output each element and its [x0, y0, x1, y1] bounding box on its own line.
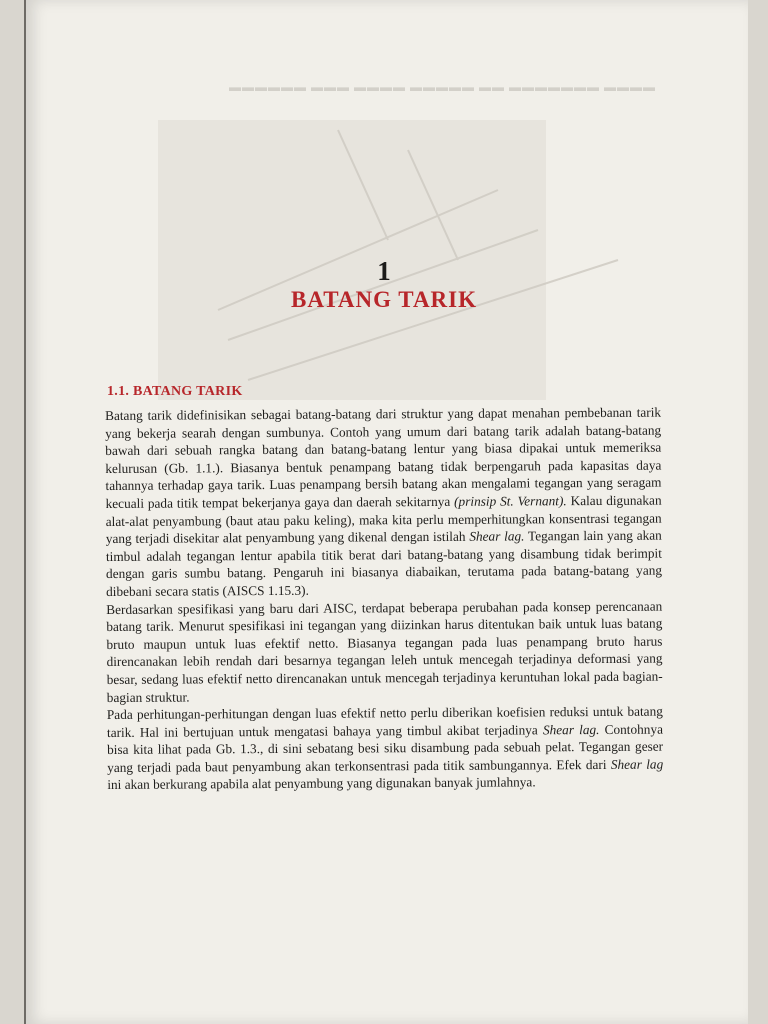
italic-run: Shear lag: [610, 756, 664, 772]
text-run: Berdasarkan spesifikasi yang baru dari AISC, terdapat beberapa perubahan pada konsep perencanaan batang tarik. Menurut spesifikasi ini tegangan yang diizinkan harus ditentukan baik untuk luas batang bruto maupun untuk luas efektif netto. Biasanya tegangan pada luas penampang bruto harus direncanakan lebih rendah dari besarnya tegangan leleh untuk mencegah terjadinya deformasi yang besar, sedang luas efektif netto direncanakan untuk mencegah terjadinya keruntuhan lokal pada bagian-bagian struktur.: [106, 598, 663, 705]
text-run: Contohnya bisa kita lihat pada Gb. 1.3., di sini sebatang besi siku disambung pada sebuah pelat. Tegangan geser yang terjadi pada baut penyambung akan terkonsentrasi pada titik sambungannya. Efek dari: [107, 721, 664, 775]
text-run: Batang tarik didefinisikan sebagai batang-batang dari struktur yang dapat menahan pembebanan tarik yang bekerja searah dengan sumbunya. Contoh yang umum dari batang tarik adalah batang-batang bawah dari sebuah rangka batang dan batang-batang lentur yang biasa dipakai untuk memeriksa kelurusan (Gb. 1.1.). Biasanya bentuk penampang batang tidak berpengaruh pada kapasitas daya tahannya terhadap gaya tarik. Luas penampang bersih batang akan mengalami tegangan yang seragam kecuali pada titik tempat bekerjanya gaya dan daerah sekitarnya: [105, 404, 662, 511]
text-run: Kalau digunakan alat-alat penyambung (baut atau paku keling), maka kita perlu memperhitungkan konsentrasi tegangan yang terjadi disekitar alat penyambung yang dikenal dengan istilah: [105, 492, 662, 547]
show-through-header: ▬▬▬▬ ▬▬▬▬▬▬▬ ▬▬ ▬▬▬▬▬ ▬▬▬▬ ▬▬▬ ▬▬▬▬▬▬: [228, 80, 655, 94]
paragraph: [106, 597, 663, 706]
text-run: ini akan berkurang apabila alat penyambung yang digunakan banyak jumlahnya.: [107, 774, 536, 793]
text-run: Tegangan lain yang akan timbul adalah tegangan lentur apabila titik berat dari batang-batang yang disambung tidak berimpit dengan garis sumbu batang. Pengaruh ini biasanya diabaikan, terutama pada batang-batang yang dibebani secara statis (AISCS 1.15.3).: [105, 527, 663, 599]
italic-run: Shear lag.: [542, 721, 600, 738]
paragraph: [107, 703, 664, 794]
chapter-title: BATANG TARIK: [290, 287, 478, 312]
paragraph: [105, 404, 662, 601]
chapter-number: 1: [377, 256, 391, 286]
body-text: [105, 404, 663, 794]
italic-run: Shear lag.: [469, 528, 525, 544]
text-run: Pada perhitungan-perhitungan dengan luas efektif netto perlu diberikan koefisien reduksi untuk batang tarik. Hal ini bertujuan untuk mengatasi bahaya yang timbul akibat terjadinya: [106, 703, 663, 740]
italic-run: (prinsip St. Vernant).: [454, 493, 567, 509]
section-heading: 1.1. BATANG TARIK: [107, 384, 243, 399]
